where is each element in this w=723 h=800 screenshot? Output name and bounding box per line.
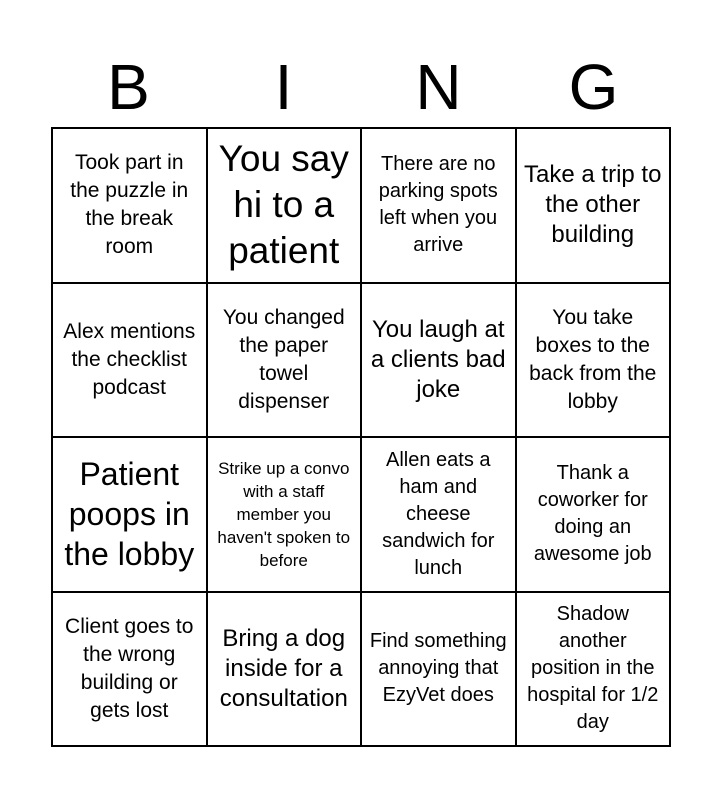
bingo-header bbox=[51, 50, 671, 124]
bingo-cell-r3c4[interactable] bbox=[516, 437, 671, 592]
bingo-cell-r1c4[interactable] bbox=[516, 128, 671, 283]
bingo-cell-r4c1[interactable] bbox=[52, 592, 207, 747]
bingo-cell-r3c3[interactable] bbox=[361, 437, 516, 592]
bingo-cell-r4c4[interactable] bbox=[516, 592, 671, 747]
bingo-cell-r1c1[interactable] bbox=[52, 128, 207, 283]
cell-text: Find something annoying that EzyVet does bbox=[369, 630, 507, 707]
header-letter-n: N bbox=[415, 51, 462, 123]
cell-text: Shadow another position in the hospital for 1/2 day bbox=[527, 603, 659, 734]
cell-text: Strike up a convo with a staff member you haven't spoken to before bbox=[217, 458, 351, 570]
cell-text: Took part in the puzzle in the break room bbox=[70, 151, 189, 259]
cell-text: Bring a dog inside for a consultation bbox=[219, 624, 348, 712]
bingo-cell-r4c3[interactable] bbox=[361, 592, 516, 747]
header-letter-b: B bbox=[107, 51, 150, 123]
bingo-cell-r3c2[interactable] bbox=[207, 437, 362, 592]
cell-text: There are no parking spots left when you arrive bbox=[378, 153, 498, 257]
bingo-cell-r1c2[interactable] bbox=[207, 128, 362, 283]
cell-text: You say hi to a patient bbox=[218, 138, 349, 272]
bingo-cell-r2c4[interactable] bbox=[516, 283, 671, 438]
bingo-cell-r4c2[interactable] bbox=[207, 592, 362, 747]
cell-text: Client goes to the wrong building or gets lost bbox=[65, 614, 194, 722]
bingo-cell-r3c1[interactable] bbox=[52, 437, 207, 592]
cell-text: You changed the paper towel dispenser bbox=[222, 305, 345, 413]
cell-text: Thank a coworker for doing an awesome job bbox=[533, 462, 652, 566]
header-letter-g: G bbox=[568, 51, 619, 123]
cell-text: Patient poops in the lobby bbox=[64, 456, 195, 573]
cell-text: Allen eats a ham and cheese sandwich for lunch bbox=[382, 448, 495, 579]
bingo-cell-r2c1[interactable] bbox=[52, 283, 207, 438]
bingo-cell-r2c3[interactable] bbox=[361, 283, 516, 438]
cell-text: You take boxes to the back from the lobby bbox=[529, 305, 657, 413]
header-letter-i: I bbox=[274, 51, 293, 123]
bingo-cell-r1c3[interactable] bbox=[361, 128, 516, 283]
bingo-cell-r2c2[interactable] bbox=[207, 283, 362, 438]
cell-text: Alex mentions the checklist podcast bbox=[63, 319, 196, 399]
bingo-card-grid bbox=[51, 127, 671, 747]
cell-text: You laugh at a clients bad joke bbox=[370, 315, 506, 403]
cell-text: Take a trip to the other building bbox=[524, 161, 662, 249]
